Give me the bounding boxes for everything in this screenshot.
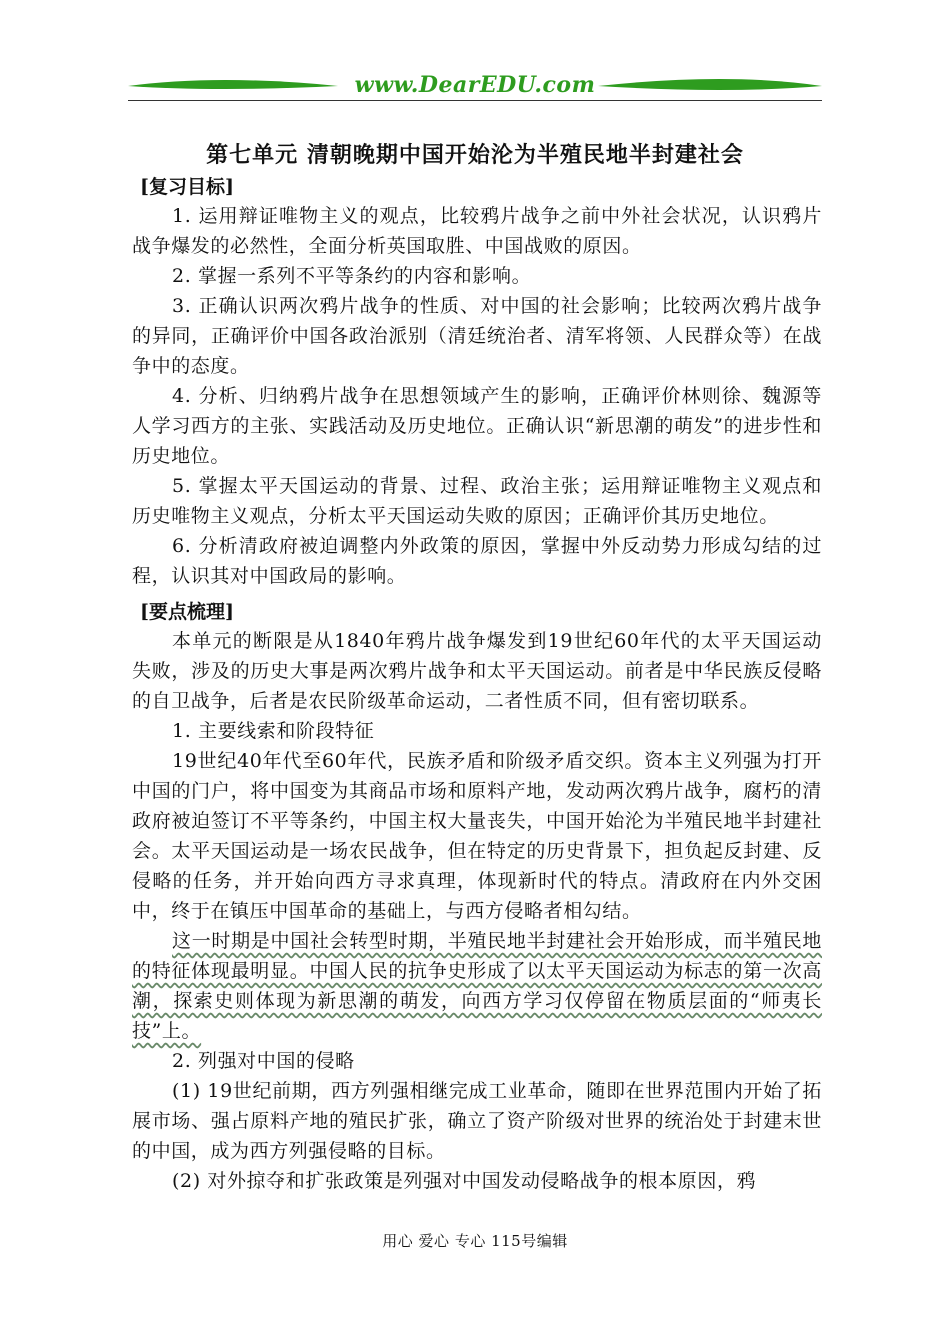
review-goals-list <box>132 201 822 591</box>
subheading-main-clues: 1. 主要线索和阶段特征 <box>172 720 375 742</box>
invasion-paragraph-2: (2) 对外掠夺和扩张政策是列强对中国发动侵略战争的根本原因，鸦 <box>172 1170 757 1192</box>
page-title: 第七单元 清朝晚期中国开始沦为半殖民地半封建社会 <box>206 142 744 168</box>
goal-item: 5. 掌握太平天国运动的背景、过程、政治主张；运用辩证唯物主义观点和历史唯物主义观点，分析太平天国运动失败的原因；正确评价其历史地位。 <box>132 475 822 527</box>
goal-item: 1. 运用辩证唯物主义的观点，比较鸦片战争之前中外社会状况，认识鸦片战争爆发的必然性，全面分析英国取胜、中国战败的原因。 <box>132 205 822 257</box>
invasion-paragraph-1: (1) 19世纪前期，西方列强相继完成工业革命，随即在世界范围内开始了拓展市场、强占原料产地的殖民扩张，确立了资产阶级对世界的统治处于封建末世的中国，成为西方列强侵略的目标。 <box>132 1080 822 1162</box>
main-clues-paragraph: 19世纪40年代至60年代，民族矛盾和阶级矛盾交织。资本主义列强为打开中国的门户，将中国变为其商品市场和原料产地，发动两次鸦片战争，腐朽的清政府被迫签订不平等条约，中国主权大量丧失，中国开始沦为半殖民地半封建社会。太平天国运动是一场农民战争，但在特定的历史背景下，担负起反封建、反侵略的任务，并开始向西方寻求真理，体现新时代的特点。清政府在内外交困中，终于在镇压中国革命的基础上，与西方侵略者相勾结。 <box>132 750 822 922</box>
key-points-body <box>132 626 822 1196</box>
goal-item: 2. 掌握一系列不平等条约的内容和影响。 <box>172 265 532 287</box>
goal-item: 3. 正确认识两次鸦片战争的性质、对中国的社会影响；比较两次鸦片战争的异同，正确评价中国各政治派别（清廷统治者、清军将领、人民群众等）在战争中的态度。 <box>132 295 822 377</box>
subheading-invasion: 2. 列强对中国的侵略 <box>172 1050 355 1072</box>
goal-item: 4. 分析、归纳鸦片战争在思想领域产生的影响，正确评价林则徐、魏源等人学习西方的主张、实践活动及历史地位。正确认识“新思潮的萌发”的进步性和历史地位。 <box>132 385 822 467</box>
header-divider <box>128 100 822 101</box>
section-heading-review-goals: [复习目标] <box>140 176 234 198</box>
page-footer: 用心 爱心 专心 115号编辑 <box>382 1232 568 1250</box>
intro-paragraph: 本单元的断限是从1840年鸦片战争爆发到19世纪60年代的太平天国运动失败，涉及的历史大事是两次鸦片战争和太平天国运动。前者是中华民族反侵略的自卫战争，后者是农民阶级革命运动，二者性质不同，但有密切联系。 <box>132 630 822 712</box>
site-logo-text[interactable]: www.DearEDU.com <box>354 72 596 98</box>
section-heading-key-points: [要点梳理] <box>140 601 234 623</box>
goal-item: 6. 分析清政府被迫调整内外政策的原因，掌握中外反动势力形成勾结的过程，认识其对中国政局的影响。 <box>132 535 822 587</box>
site-header <box>128 66 822 106</box>
underlined-text: 这一时期是中国社会转型时期，半殖民地半封建社会开始形成，而半殖民地的特征体现最明显。中国人民的抗争史形成了以太平天国运动为标志的第一次高潮，探索史则体现为新思潮的萌发，向西方学习仅停留在物质层面的“师夷长技”上。 <box>132 930 822 1042</box>
main-clues-paragraph-2 <box>132 926 822 1046</box>
